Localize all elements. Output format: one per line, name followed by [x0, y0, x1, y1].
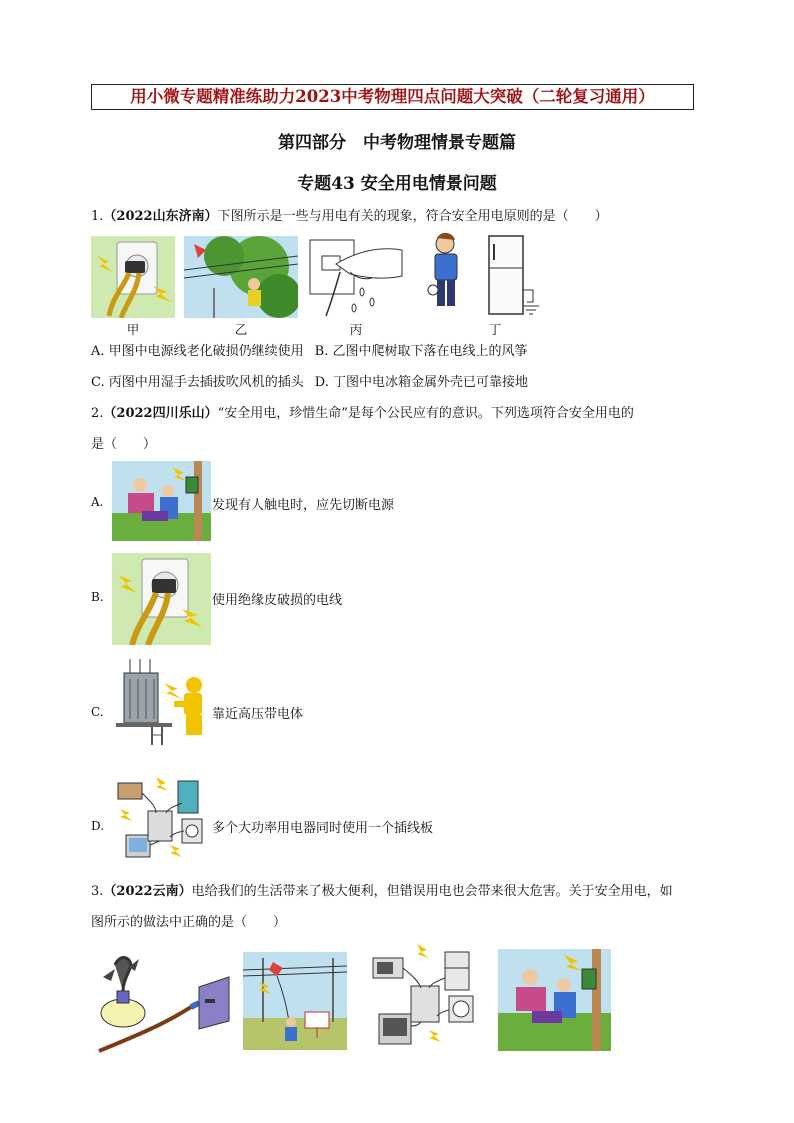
q1-image-jia — [91, 236, 175, 318]
q1-option-d[interactable]: D. 丁图中电冰箱金属外壳已可靠接地 — [314, 375, 528, 390]
q1-stem: 1.（2022山东济南）下图所示是一些与用电有关的现象，符合安全用电原则的是（ ） — [91, 209, 608, 224]
q3-source: （2022云南） — [103, 884, 192, 899]
q1-caption-ding: 丁 — [488, 322, 502, 337]
q3-image-1[interactable] — [93, 947, 233, 1057]
q1-option-b[interactable]: B. 乙图中爬树取下落在电线上的风筝 — [314, 344, 528, 359]
q2-source: （2022四川乐山） — [103, 406, 218, 421]
q2-option-d-letter[interactable]: D. — [91, 819, 105, 833]
q1-option-a[interactable]: A. 甲图中电源线老化破损仍继续使用 — [91, 344, 304, 359]
tree-climbing-kite-illustration — [184, 236, 298, 318]
q1-option-c[interactable]: C. 丙图中用湿手去插拔吹风机的插头 — [91, 375, 304, 390]
cut-power-rescue-illustration — [112, 461, 211, 541]
overloaded-appliances-illustration — [369, 942, 483, 1054]
q3-image-2[interactable] — [243, 952, 347, 1050]
overloaded-power-strip-illustration — [112, 773, 211, 865]
q2-option-b-image[interactable] — [112, 553, 211, 645]
q3-stem-line2: 图所示的做法中正确的是（ ） — [91, 915, 287, 930]
q1-image-ding — [415, 230, 547, 318]
q2-option-a-text[interactable]: 发现有人触电时，应先切断电源 — [212, 498, 395, 513]
q1-image-bing — [306, 236, 406, 318]
q1-source: （2022山东济南） — [103, 209, 218, 224]
topic-title: 专题43 安全用电情景问题 — [297, 174, 497, 194]
q1-caption-yi: 乙 — [234, 322, 248, 337]
frayed-cord-plug-illustration — [91, 236, 175, 318]
q1-caption-jia: 甲 — [126, 322, 140, 337]
q1-caption-bing: 丙 — [349, 322, 363, 337]
kite-near-power-line-illustration — [243, 952, 347, 1050]
series-banner: 用小微专题精准练助力2023中考物理四点问题大突破（二轮复习通用） — [91, 84, 694, 110]
q2-option-d-text[interactable]: 多个大功率用电器同时使用一个插线板 — [212, 821, 434, 836]
part-title: 第四部分 中考物理情景专题篇 — [278, 133, 516, 153]
q2-stem-line1: 2.（2022四川乐山）“安全用电，珍惜生命”是每个公民应有的意识。下列选项符合安全用电的 — [91, 406, 634, 421]
q2-option-c-text[interactable]: 靠近高压带电体 — [212, 707, 304, 722]
q2-stem-line2: 是（ ） — [91, 437, 157, 452]
q2-option-b-text[interactable]: 使用绝缘皮破损的电线 — [212, 593, 343, 608]
q1-options-row1 — [91, 343, 711, 361]
q2-option-a-letter[interactable]: A. — [91, 495, 104, 509]
q1-options-row2 — [91, 374, 711, 392]
q3-image-4[interactable] — [498, 949, 611, 1051]
q1-image-yi — [184, 236, 298, 318]
damaged-wire-plug-illustration — [93, 947, 233, 1057]
q2-option-c-letter[interactable]: C. — [91, 705, 104, 719]
q2-option-d-image[interactable] — [112, 773, 211, 865]
q2-option-b-letter[interactable]: B. — [91, 590, 104, 604]
q2-option-a-image[interactable] — [112, 461, 211, 541]
wet-hand-plug-illustration — [306, 236, 406, 318]
frayed-cord-plug-illustration — [112, 553, 211, 645]
q3-image-3[interactable] — [369, 942, 483, 1054]
q2-option-c-image[interactable] — [112, 659, 211, 745]
grounded-fridge-illustration — [415, 230, 547, 318]
high-voltage-transformer-illustration — [112, 659, 211, 745]
cut-power-rescue-illustration — [498, 949, 611, 1051]
q3-stem-line1: 3.（2022云南）电给我们的生活带来了极大便利，但错误用电也会带来很大危害。关于安全用电，如 — [91, 884, 673, 899]
